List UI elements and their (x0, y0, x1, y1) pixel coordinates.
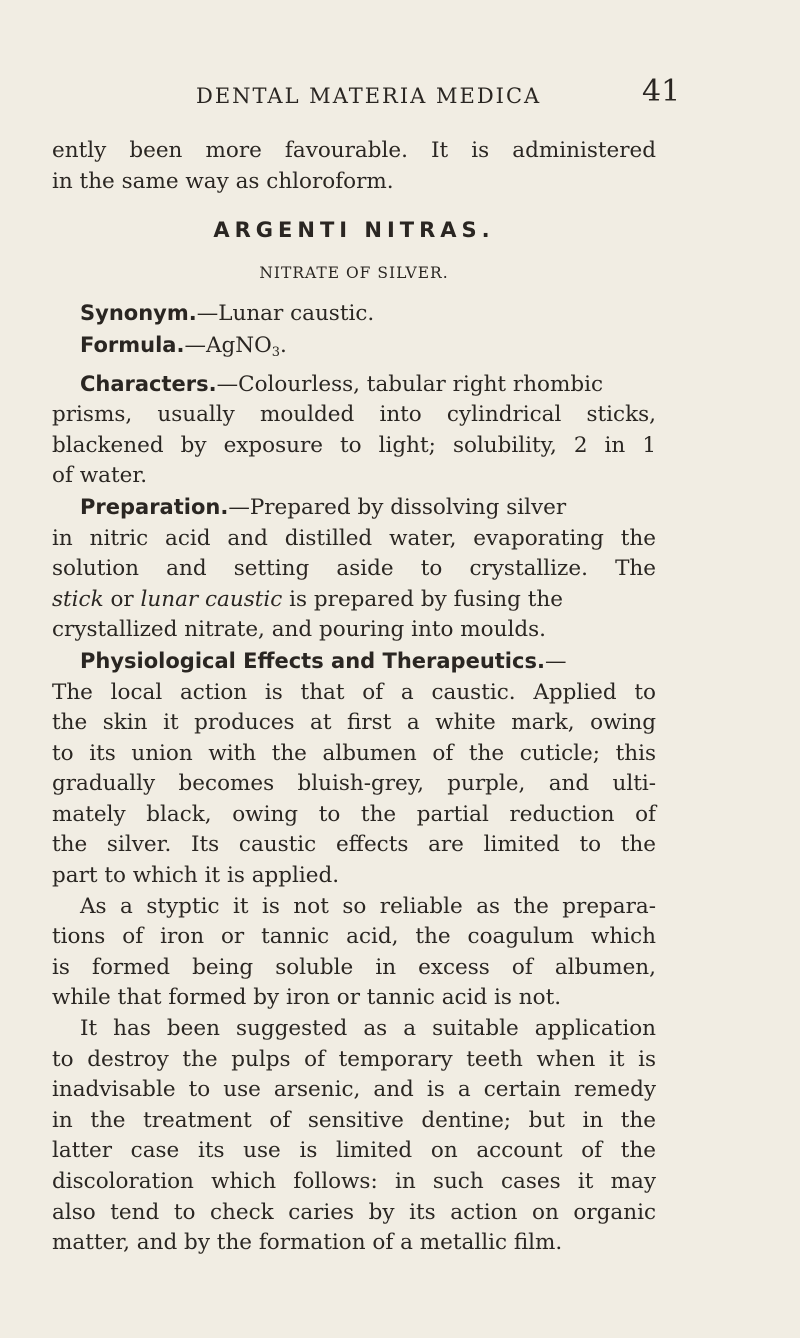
characters-first: —Colourless, tabular right rhombic (216, 371, 604, 397)
text-line: gradually becomes bluish-grey, purple, and ulti- (52, 771, 656, 797)
text-line: solution and setting aside to crystallize. The (52, 556, 656, 582)
text-line: while that formed by iron or tannic acid is not. (52, 985, 562, 1011)
italic-term-lunar-caustic: lunar caustic (140, 586, 283, 612)
physiological-first: — (544, 648, 567, 674)
text-line: blackened by exposure to light; solubility, 2 in 1 (52, 432, 656, 458)
text-line: in nitric acid and distilled water, evaporating the (52, 525, 656, 551)
text-line: ently been more favourable. It is administered (52, 138, 656, 163)
text-line: is formed being soluble in excess of albumen, (52, 954, 656, 980)
text-line: latter case its use is limited on account of the (52, 1138, 656, 1164)
preparation-line4-rest: is prepared by fusing the (282, 586, 563, 612)
preparation-entry (52, 492, 656, 524)
section-heading: ARGENTI NITRAS. (213, 218, 495, 243)
formula-end: . (279, 332, 287, 358)
physiological-label: Physiological Effects and Therapeutics. (80, 648, 545, 673)
or-word: or (103, 586, 141, 612)
text-line: to destroy the pulps of temporary teeth when it is (52, 1046, 656, 1072)
text-line: the silver. Its caustic effects are limited to the (52, 832, 656, 858)
text-line: also tend to check caries by its action on organic (52, 1199, 656, 1225)
formula-subscript: 3 (271, 344, 280, 360)
formula-entry (52, 330, 656, 369)
preparation-label: Preparation. (80, 494, 229, 519)
text-line: inadvisable to use arsenic, and is a certain remedy (52, 1077, 656, 1103)
synonym-entry (52, 298, 656, 330)
text-line: part to which it is applied. (52, 863, 340, 889)
text-line: in the same way as chloroform. (52, 168, 394, 194)
formula-label: Formula. (80, 332, 185, 357)
text-line: the skin it produces at first a white mark, owing (52, 710, 656, 736)
characters-entry (52, 369, 656, 401)
text-line: crystallized nitrate, and pouring into moulds. (52, 617, 546, 643)
text-line: in the treatment of sensitive dentine; but in the (52, 1107, 656, 1133)
text-line: It has been suggested as a suitable application (80, 1016, 656, 1042)
preparation-first: —Prepared by dissolving silver (228, 494, 567, 520)
synonym-text: —Lunar caustic. (196, 301, 375, 327)
text-line: tions of iron or tannic acid, the coagulum which (52, 924, 656, 950)
text-line: prisms, usually moulded into cylindrical sticks, (52, 402, 656, 428)
section-subheading: NITRATE OF SILVER. (259, 263, 449, 282)
body-text (52, 136, 656, 1259)
characters-label: Characters. (80, 371, 217, 396)
running-head-title: DENTAL MATERIA MEDICA (196, 84, 542, 108)
text-line (52, 585, 656, 616)
text-line: matter, and by the formation of a metallic film. (52, 1230, 563, 1256)
text-line: mately black, owing to the partial reduction of (52, 801, 656, 827)
text-line: of water. (52, 463, 148, 489)
text-line: As a styptic it is not so reliable as the prepara- (80, 893, 656, 919)
page-number: 41 (642, 74, 681, 109)
text-line: The local action is that of a caustic. Applied to (52, 679, 656, 705)
italic-term-stick: stick (52, 586, 104, 612)
physiological-entry (52, 646, 656, 678)
synonym-label: Synonym. (80, 301, 197, 326)
formula-text: —AgNO (184, 332, 272, 358)
text-line: to its union with the albumen of the cuticle; this (52, 740, 656, 766)
text-line: discoloration which follows: in such cases it may (52, 1169, 656, 1194)
